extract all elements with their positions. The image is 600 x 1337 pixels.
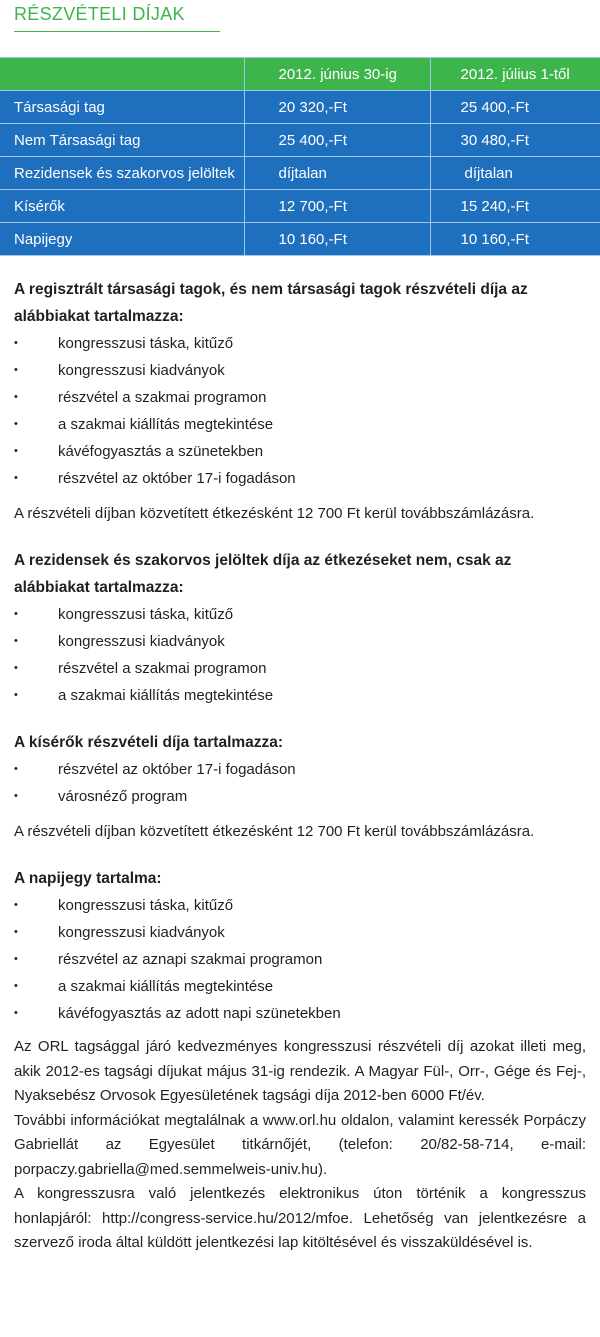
spacer: [14, 709, 586, 729]
residents-section: [14, 547, 586, 709]
list-item: • kávéfogyasztás a szünetekben: [14, 438, 586, 465]
list-item: • a szakmai kiállítás megtekintése: [14, 973, 586, 1000]
table-row: [0, 157, 600, 190]
row-late-fee: 30 480,-Ft: [430, 124, 600, 157]
registration-text: A kongresszusra való jelentkezés elektronikus úton történik a kongresszus honlapjáról: http://congress-service.hu/2012/mfoe. Lehetőség van jelentkezésre a szervező iroda által küldött jelentkezési lap kitöltésével és visszaküldésével is.: [14, 1185, 586, 1251]
members-meal-note: A részvételi díjban közvetített étkezésként 12 700 Ft kerül továbbszámlázásra.: [14, 505, 535, 522]
list-item: • részvétel az október 17-i fogadáson: [14, 465, 586, 492]
table-row: [0, 223, 600, 256]
table-row: [0, 124, 600, 157]
day-ticket-heading: A napijegy tartalma:: [14, 870, 162, 887]
day-ticket-inclusions-list: [14, 892, 586, 1027]
table-row: [0, 91, 600, 124]
row-early-fee: 20 320,-Ft: [244, 91, 430, 124]
list-item: • kongresszusi kiadványok: [14, 919, 586, 946]
page-title: RÉSZVÉTELI DÍJAK: [14, 4, 185, 24]
list-item: • városnéző program: [14, 783, 586, 810]
list-item: • kongresszusi kiadványok: [14, 357, 586, 384]
list-item: • részvétel az október 17-i fogadáson: [14, 756, 586, 783]
spacer: [14, 492, 586, 500]
membership-discount-text: Az ORL tagsággal járó kedvezményes kongresszusi részvételi díj azokat illeti meg, akik 2012-es tagsági díjukat május 31-ig rendezik. A Magyar Fül-, Orr-, Gége és Fej-, Nyaksebész Orvosok Egyesületének tagsági díja 2012-ben 6000 Ft/év.: [14, 1038, 586, 1104]
list-item: • a szakmai kiállítás megtekintése: [14, 682, 586, 709]
title-underline: [14, 31, 220, 32]
list-item: • kávéfogyasztás az adott napi szünetekben: [14, 1000, 586, 1027]
fees-table-header: [0, 58, 600, 91]
list-item: • részvétel a szakmai programon: [14, 384, 586, 411]
header-cell-early: 2012. június 30-ig: [244, 58, 430, 91]
row-label: Napijegy: [0, 223, 244, 256]
members-inclusions-list: [14, 330, 586, 492]
list-item: • kongresszusi kiadványok: [14, 628, 586, 655]
residents-inclusions-list: [14, 601, 586, 709]
row-late-fee: díjtalan: [430, 157, 600, 190]
companions-inclusions-list: [14, 756, 586, 810]
fees-table: [0, 57, 600, 256]
spacer: [14, 845, 586, 865]
contact-info-text: További információkat megtalálnak a www.orl.hu oldalon, valamint keressék Porpáczy Gabriellát az Egyesület titkárnőjét, (telefon: 20/82-58-714, e-mail: porpaczy.gabriella@med.semmelweis-univ.hu).: [14, 1111, 586, 1178]
residents-heading: A rezidensek és szakorvos jelöltek díja az étkezéseket nem, csak az alábbiakat tartalmazza:: [14, 552, 512, 596]
header-cell-empty: [0, 58, 244, 91]
header-cell-late: 2012. július 1-től: [430, 58, 600, 91]
row-early-fee: díjtalan: [244, 157, 430, 190]
spacer: [14, 1027, 586, 1035]
list-item: • a szakmai kiállítás megtekintése: [14, 411, 586, 438]
fee-details: [14, 276, 586, 1256]
row-label: Rezidensek és szakorvos jelöltek: [0, 157, 244, 190]
row-label: Nem Társasági tag: [0, 124, 244, 157]
row-late-fee: 25 400,-Ft: [430, 91, 600, 124]
list-item: • részvétel az aznapi szakmai programon: [14, 946, 586, 973]
list-item: • kongresszusi táska, kitűző: [14, 892, 586, 919]
list-item: • részvétel a szakmai programon: [14, 655, 586, 682]
row-label: Társasági tag: [0, 91, 244, 124]
table-row: [0, 190, 600, 223]
spacer: [14, 810, 586, 818]
companions-section: [14, 729, 586, 845]
members-heading: A regisztrált társasági tagok, és nem társasági tagok részvételi díja az alábbiakat tartalmazza:: [14, 281, 528, 325]
members-section: [14, 276, 586, 527]
companions-heading: A kísérők részvételi díja tartalmazza:: [14, 734, 284, 751]
row-label: Kísérők: [0, 190, 244, 223]
row-early-fee: 12 700,-Ft: [244, 190, 430, 223]
companions-meal-note: A részvételi díjban közvetített étkezésként 12 700 Ft kerül továbbszámlázásra.: [14, 823, 535, 840]
row-early-fee: 25 400,-Ft: [244, 124, 430, 157]
day-ticket-section: [14, 865, 586, 1027]
closing-paragraph: [14, 1035, 586, 1256]
row-late-fee: 15 240,-Ft: [430, 190, 600, 223]
list-item: • kongresszusi táska, kitűző: [14, 601, 586, 628]
spacer: [14, 527, 586, 547]
row-early-fee: 10 160,-Ft: [244, 223, 430, 256]
list-item: • kongresszusi táska, kitűző: [14, 330, 586, 357]
row-late-fee: 10 160,-Ft: [430, 223, 600, 256]
